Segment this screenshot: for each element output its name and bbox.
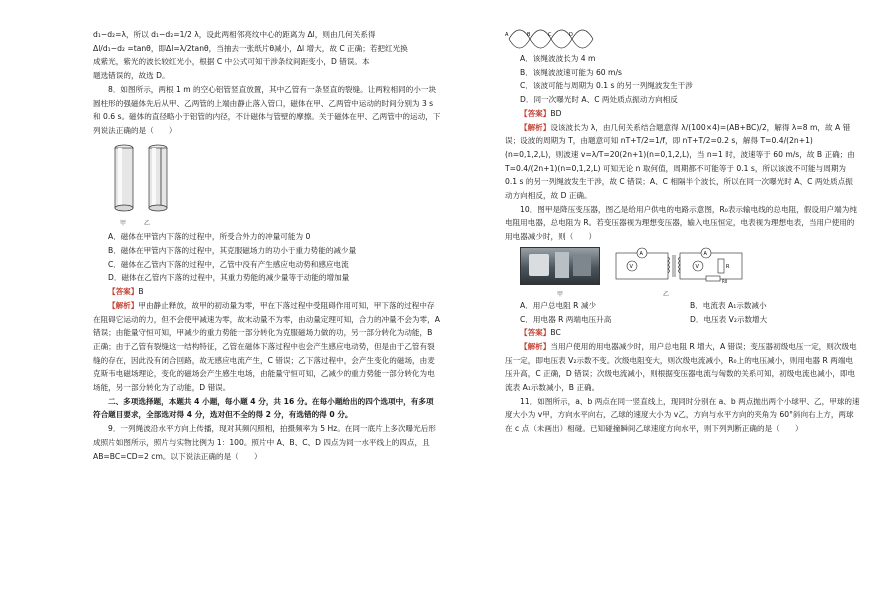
- q10-analysis: [505, 340, 860, 395]
- answer-label: 【答案】: [520, 108, 551, 118]
- figure-label-yi: 乙: [663, 290, 670, 298]
- q7-tail-line: d₁−d₂=λ，所以 d₁−d₂=1/2 λ，设此两相邻亮纹中心的距离为 Δl，则由几何关系得: [93, 30, 376, 39]
- figure-label-jia: 甲: [557, 290, 564, 298]
- q10-options-row: [505, 299, 860, 313]
- q9-option-b: B．该绳波波速可能为 60 m/s: [520, 67, 622, 77]
- svg-text:V: V: [695, 263, 699, 270]
- right-column: [505, 28, 860, 436]
- q10-options-row: [505, 313, 860, 327]
- q9-figure: [505, 28, 595, 50]
- q9-stem: 9．一列绳波沿水平方向上传播，现对其频闪照相，拍摄频率为 5 Hz。在同一底片上多次曝光后形成照片如图所示，照片与实物比例为 1：100。照片中 A、B、C、D 四点为同一水平线上的四点，且 AB=BC=CD=2 cm。以下说法正确的是（ ）: [93, 424, 436, 461]
- q9-analysis: [505, 121, 860, 203]
- q8-figure: [108, 142, 178, 229]
- q8-stem: 8．如图所示，两根 1 m 的空心铝管竖直放置，其中乙管有一条竖直的裂缝。让两粒相同的小一块圆柱形的强磁体先后从甲、乙两管的上端由静止落入管口，磁体在甲、乙两管中运动的时间分别为 3 s 和 0.6 s。磁体的直径略小于铝管的内径，不计磁体与管壁的摩擦。关于磁体在甲、乙两管中的运动，下列说法正确的是（ ）: [93, 84, 441, 135]
- q10-option-c: C．用电器 R 两端电压升高: [520, 314, 612, 324]
- q8-option-b: B．磁体在甲管内下落的过程中，其克服磁场力的功小于重力势能的减少量: [108, 246, 357, 256]
- q8-option-d: D．磁体在乙管内下落的过程中，其重力势能的减少量等于动能的增加量: [108, 273, 350, 283]
- wave-point-c: C: [548, 32, 552, 38]
- analysis-label: 【解析】: [520, 341, 551, 351]
- q10-answer-line: [505, 326, 860, 340]
- q10-option-a: A．用户总电阻 R 减少: [520, 300, 597, 310]
- q9-option-c: C．该波可能与周期为 0.1 s 的另一列绳波发生干涉: [520, 81, 693, 91]
- wave-point-d: D: [569, 32, 573, 38]
- aluminum-tubes-diagram: [108, 142, 178, 216]
- analysis-label: 【解析】: [520, 122, 551, 132]
- q9-option-a: A．该绳波波长为 4 m: [520, 54, 596, 63]
- q10-stem: 10．图甲是降压变压器，图乙是给用户供电的电路示意图，R₀表示输电线的总电阻，假设用户端为纯电阻用电器，总电阻为 R。若变压器视为理想变压器，输入电压恒定，电表视为理想电表，当用户使用的用电器减少时，则（ ）: [505, 204, 857, 242]
- svg-text:R0: R0: [722, 278, 728, 284]
- answer-label: 【答案】: [108, 287, 139, 297]
- q7-tail-line: 成紫光，紫光的波长较红光小，根据 C 中公式可知干涉条纹间距变小，D 错误。本: [93, 57, 370, 67]
- q9-option-d: D．同一次曝光时 A、C 两处质点振动方向相反: [520, 95, 678, 105]
- q8-analysis-text: 甲由静止释放，故甲的初动量为零，甲在下落过程中受阻碍作用可知，甲下落的过程中存在阻碍它运动的力，但不会使甲减速为零，故末动量不为零，由动量定理可知，合力的冲量不会为零，A 错误；由能量守恒可知，甲减少的重力势能一部分转化为克服磁场力做的功，另一部分转化为动能，B 正确；由于乙管有裂缝这一结构特征，乙管在磁体下落过程中也会产生感应电动势，但是由于乙管有裂缝的存在，因此没有闭合回路，故无感应电流产生，C 错误；乙下落过程中，会产生变化的磁场，由麦克斯韦电磁场理论，变化的磁场会产生感生电场，由能量守恒可知，乙减少的重力势能一部分转化为电场能，另一部分转化为了动能，D 错误。: [93, 300, 440, 393]
- q8-option-a: A．磁体在甲管内下落的过程中，所受合外力的冲量可能为 0: [108, 232, 311, 242]
- q11-stem: 11．如图所示，a、b 两点在同一竖直线上，现同时分别在 a、b 两点抛出两个小球甲、乙，甲球的速度大小为 v甲，方向水平向右，乙球的速度大小为 v乙，方向与水平方向的夹角为 60°斜向右上方，两球在 c 点（未画出）相碰。已知碰撞瞬间乙球速度方向水平，则下列判断正确的是（ ）: [505, 396, 860, 434]
- q10-figure: [520, 247, 860, 291]
- svg-text:V: V: [629, 263, 633, 270]
- wave-point-a: A: [505, 32, 509, 38]
- q10-answer: BC: [550, 328, 561, 338]
- svg-text:A: A: [639, 250, 643, 257]
- figure-label-yi: 乙: [144, 220, 151, 228]
- answer-label: 【答案】: [520, 328, 551, 338]
- transformer-photo: [520, 247, 600, 285]
- q9-answer: BD: [550, 108, 562, 118]
- q7-tail-line: Δl/d₁−d₂ =tanθ，即Δl=λ/2tanθ，当抽去一张纸片θ减小，Δl 增大，故 C 正确；若把红光换: [93, 43, 408, 53]
- left-column: [93, 28, 441, 463]
- figure-label-jia: 甲: [120, 220, 127, 228]
- q9-answer-line: [505, 107, 860, 121]
- q10-option-d: D．电压表 V₂示数增大: [690, 314, 768, 324]
- rope-wave-diagram: [505, 28, 595, 50]
- svg-text:R: R: [726, 263, 730, 270]
- q8-analysis: [93, 299, 441, 395]
- q8-answer-line: [93, 285, 441, 299]
- analysis-label: 【解析】: [108, 300, 139, 310]
- section-2-heading: 二、多项选择题，本题共 4 小题，每小题 4 分，共 16 分。在每小题给出的四个选项中，有多项符合题目要求，全部选对得 4 分，选对但不全的得 2 分，有选错的得 0 分。: [93, 396, 434, 420]
- svg-text:A: A: [703, 250, 707, 257]
- power-circuit-diagram: [610, 247, 760, 285]
- q8-option-c: C．磁体在乙管内下落的过程中，乙管中没有产生感应电动势和感应电流: [108, 259, 349, 269]
- wave-point-b: B: [527, 32, 531, 38]
- q8-answer: B: [138, 287, 144, 297]
- q10-analysis-text: 当用户使用的用电器减少时，用户总电阻 R 增大，A 错误；变压器初级电压一定，则次级电压一定，即电压表 V₂示数不变。次级电阻变大，则次级电流减小，R₀上的电压减小，则用电器 R 两端电压升高，C 正确，D 错误；次级电流减小，则根据变压器电流与匈数的关系可知，初级电流也减小，即电流表 A₁示数减小，B 正确。: [505, 341, 857, 393]
- q7-tail-line: 题选错误的，故选 D。: [93, 71, 170, 81]
- q9-analysis-text: 设该波长为 λ，由几何关系结合题意得 λ/(100×4)=(AB+BC)/2，解得 λ=8 m，故 A 错误；设波的周期为 T，由题意可知 nT+T/2=1/f，即 nT+T/2=0.2 s，解得 T=0.4/(2n+1)(n=0,1,2,L)，则波速 v=λ/T=20(2n+1)(n=0,1,2,L)，当 n=1 时，波速等于 60 m/s，故 B 正确；由 T=0.4/(2n+1)(n=0,1,2,L) 可知无论 n 取何值，周期都不可能等于 0.1 s，所以该波不可能与周期为 0.1 s 的另一列绳波发生干涉，故 C 错误；A、C 相隔半个波长，所以在同一次曝光时 A、C 两处质点振动方向相反，故 D 正确。: [505, 122, 855, 201]
- q10-option-b: B．电流表 A₁示数减小: [690, 300, 767, 310]
